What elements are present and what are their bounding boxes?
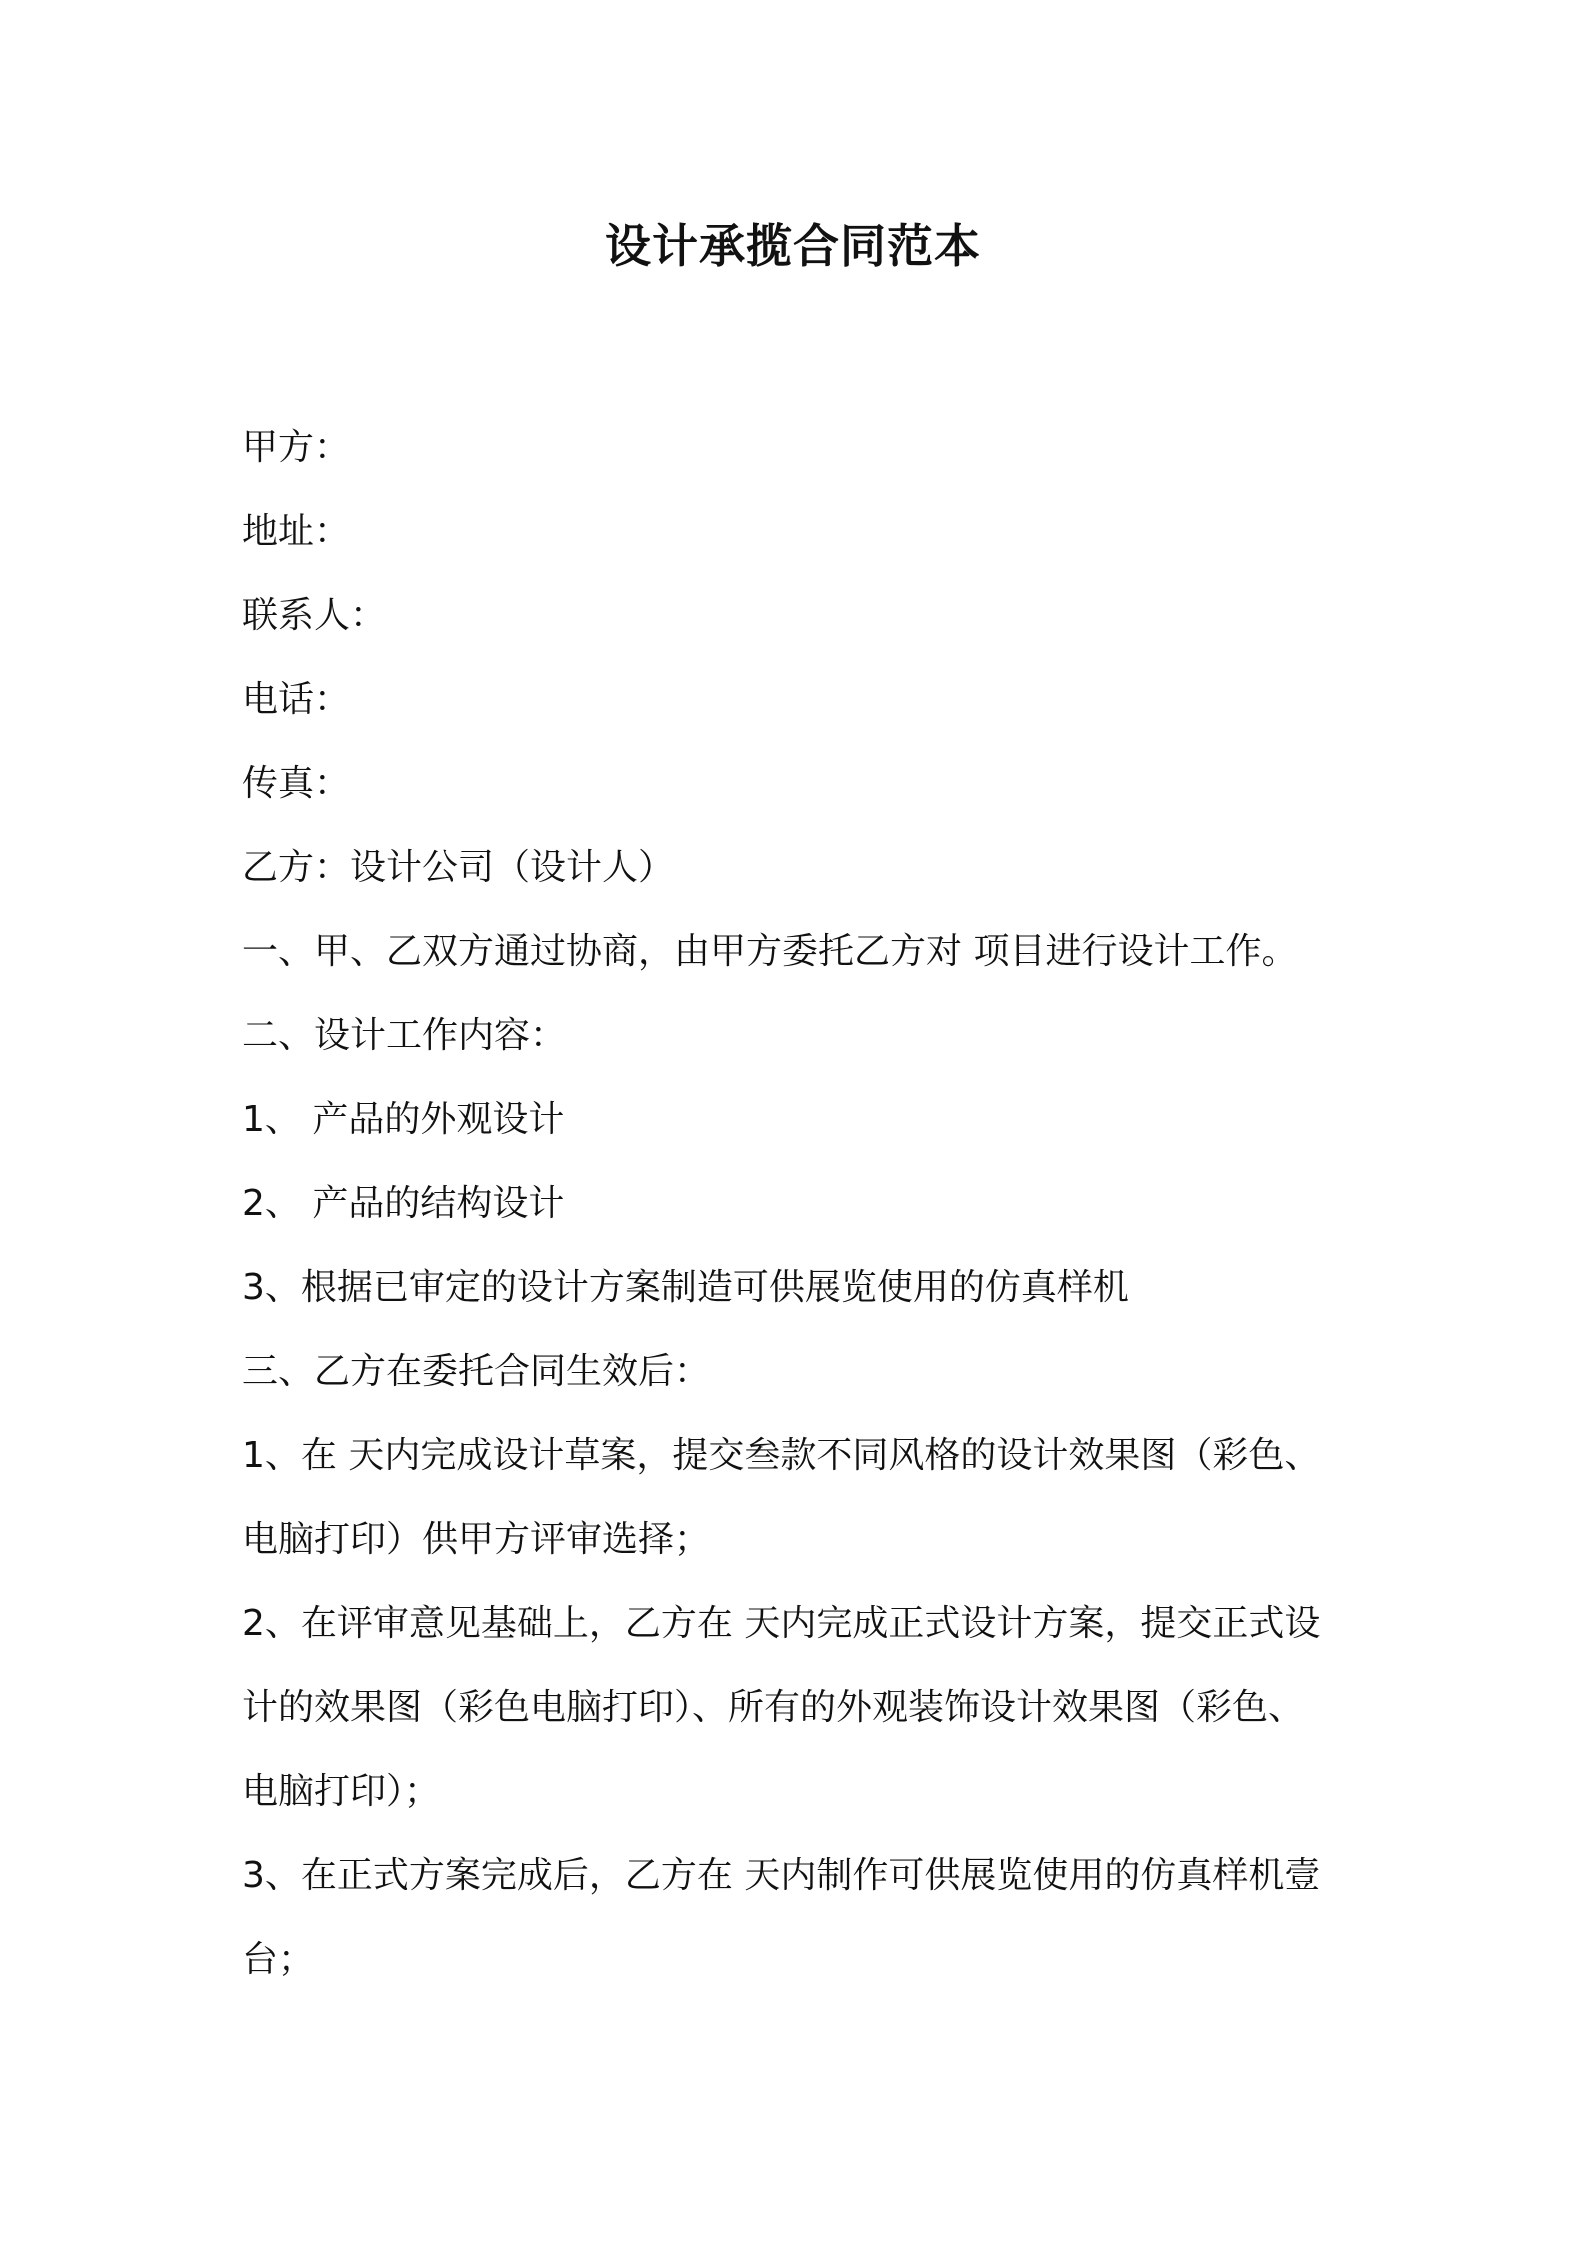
clause-3-item-1-line-2: 电脑打印）供甲方评审选择； [242,1519,711,1560]
fax-line: 传真： [242,763,351,804]
clause-2-item-2: 2、 产品的结构设计 [242,1183,565,1224]
address-line: 地址： [242,511,351,552]
clause-3-item-2-line-3: 电脑打印）； [242,1771,441,1812]
clause-3-item-3-line-2: 台； [242,1939,315,1980]
clause-2-item-3: 3、根据已审定的设计方案制造可供展览使用的仿真样机 [242,1267,1129,1308]
contact-line: 联系人： [242,595,387,636]
party-a-line: 甲方： [242,427,351,468]
document-body [242,406,1362,2002]
clause-2-item-1: 1、 产品的外观设计 [242,1099,565,1140]
clause-3-heading: 三、乙方在委托合同生效后： [242,1351,711,1392]
clause-2-heading: 二、设计工作内容： [242,1015,567,1056]
phone-line: 电话： [242,679,351,720]
document-title: 设计承揽合同范本 [605,219,981,273]
party-b-line: 乙方：设计公司（设计人） [242,847,675,888]
clause-3-item-2-line-2: 计的效果图（彩色电脑打印）、所有的外观装饰设计效果图（彩色、 [242,1687,1305,1728]
clause-3-item-3-line-1: 3、在正式方案完成后，乙方在 天内制作可供展览使用的仿真样机壹 [242,1855,1321,1896]
clause-3-item-2-line-1: 2、在评审意见基础上，乙方在 天内完成正式设计方案，提交正式设 [242,1603,1321,1644]
clause-3-item-1-line-1: 1、在 天内完成设计草案，提交叁款不同风格的设计效果图（彩色、 [242,1435,1321,1476]
clause-1-line: 一、甲、乙双方通过协商，由甲方委托乙方对 项目进行设计工作。 [242,931,1298,972]
